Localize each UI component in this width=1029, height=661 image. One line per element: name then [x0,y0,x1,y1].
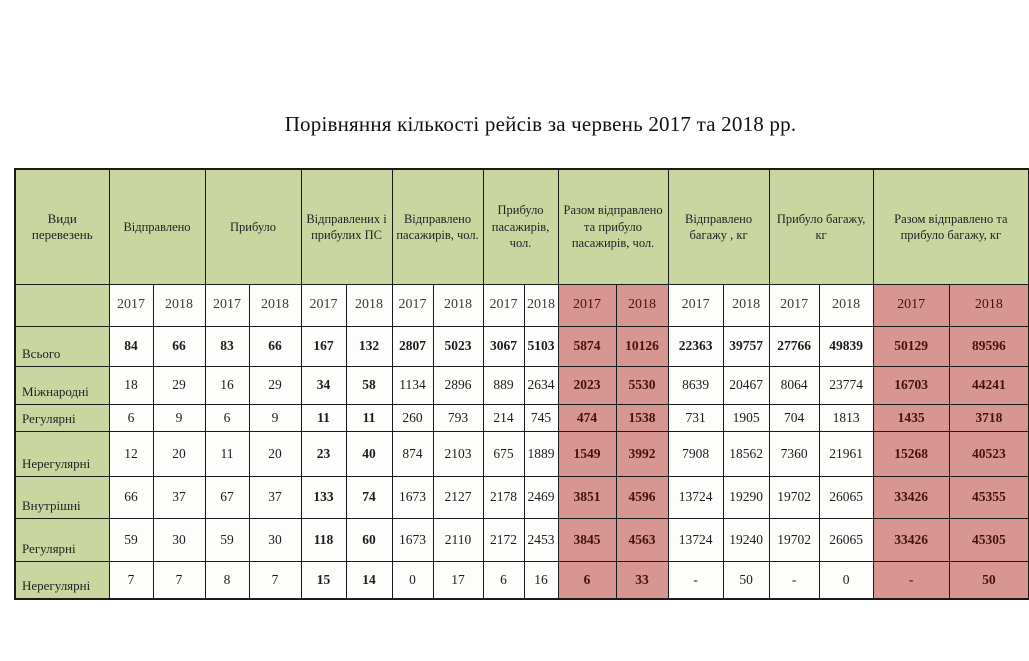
data-cell: 66 [153,326,205,366]
data-cell: 1905 [723,404,769,431]
data-cell: 34 [301,366,346,404]
data-cell: 5103 [524,326,558,366]
year-header-cell: 2018 [249,284,301,326]
data-cell: 6 [483,561,524,599]
data-cell: 5874 [558,326,616,366]
column-group-header: Відправлено пасажирів, чол. [392,169,483,284]
corner-spacer-cell [15,284,109,326]
data-cell: 1673 [392,518,433,561]
data-cell: 7 [109,561,153,599]
year-header-cell: 2017 [483,284,524,326]
data-cell: 83 [205,326,249,366]
data-cell: 6 [109,404,153,431]
data-cell: 2172 [483,518,524,561]
data-cell: 167 [301,326,346,366]
data-cell: 18562 [723,431,769,476]
data-cell: 50 [723,561,769,599]
data-cell: 26065 [819,518,873,561]
data-cell: 4596 [616,476,668,518]
data-cell: 22363 [668,326,723,366]
data-cell: - [769,561,819,599]
year-header-cell: 2017 [392,284,433,326]
year-header-cell: 2018 [819,284,873,326]
column-group-header: Відправлено багажу , кг [668,169,769,284]
data-cell: 2807 [392,326,433,366]
data-cell: 889 [483,366,524,404]
data-cell: 16 [205,366,249,404]
data-cell: 731 [668,404,723,431]
data-cell: 15268 [873,431,949,476]
data-cell: 675 [483,431,524,476]
data-cell: 8064 [769,366,819,404]
column-group-header: Відправлено [109,169,205,284]
data-cell: 40 [346,431,392,476]
data-cell: 39757 [723,326,769,366]
data-cell: 9 [153,404,205,431]
data-cell: 7360 [769,431,819,476]
data-cell: 74 [346,476,392,518]
data-cell: 23 [301,431,346,476]
data-cell: 19240 [723,518,769,561]
data-cell: 15 [301,561,346,599]
data-cell: 1134 [392,366,433,404]
data-cell: 33426 [873,518,949,561]
year-header-cell: 2018 [524,284,558,326]
data-cell: 49839 [819,326,873,366]
data-cell: 745 [524,404,558,431]
data-cell: 3851 [558,476,616,518]
data-cell: 1673 [392,476,433,518]
data-cell: 45355 [949,476,1029,518]
data-cell: 7908 [668,431,723,476]
data-cell: 12 [109,431,153,476]
data-cell: 8639 [668,366,723,404]
year-header-cell: 2017 [873,284,949,326]
data-cell: 6 [558,561,616,599]
data-cell: 118 [301,518,346,561]
data-cell: 7 [153,561,205,599]
data-cell: 11 [301,404,346,431]
data-cell: 2634 [524,366,558,404]
data-cell: 30 [153,518,205,561]
year-header-cell: 2017 [109,284,153,326]
column-group-header: Прибуло [205,169,301,284]
data-cell: 29 [249,366,301,404]
data-cell: 1889 [524,431,558,476]
data-cell: 20 [249,431,301,476]
page-title: Порівняння кількості рейсів за червень 2017 та 2018 рр. [284,112,797,136]
column-group-header: Прибуло багажу, кг [769,169,873,284]
data-cell: 1813 [819,404,873,431]
year-header-cell: 2018 [949,284,1029,326]
data-cell: 44241 [949,366,1029,404]
data-cell: 2110 [433,518,483,561]
data-cell: - [873,561,949,599]
data-cell: 704 [769,404,819,431]
year-header-cell: 2018 [346,284,392,326]
year-header-cell: 2018 [433,284,483,326]
data-cell: 10126 [616,326,668,366]
row-label: Внутрішні [15,476,109,518]
data-cell: 1538 [616,404,668,431]
data-cell: 16 [524,561,558,599]
data-cell: 133 [301,476,346,518]
table-corner-label: Види перевезень [15,169,109,284]
data-cell: 59 [109,518,153,561]
row-label: Всього [15,326,109,366]
data-cell: 793 [433,404,483,431]
row-label: Нерегулярні [15,561,109,599]
column-group-header: Разом відправлено та прибуло пасажирів, чол. [558,169,668,284]
year-header-cell: 2018 [616,284,668,326]
data-cell: 11 [205,431,249,476]
data-cell: 17 [433,561,483,599]
data-cell: 60 [346,518,392,561]
data-cell: 9 [249,404,301,431]
data-cell: 20 [153,431,205,476]
comparison-table [14,168,1029,600]
data-cell: 0 [392,561,433,599]
data-cell: 5530 [616,366,668,404]
data-cell: 2023 [558,366,616,404]
data-cell: 8 [205,561,249,599]
data-cell: 2103 [433,431,483,476]
data-cell: 1549 [558,431,616,476]
data-cell: 45305 [949,518,1029,561]
row-label: Регулярні [15,518,109,561]
data-cell: 33426 [873,476,949,518]
data-cell: 7 [249,561,301,599]
data-cell: 33 [616,561,668,599]
data-cell: 66 [109,476,153,518]
data-cell: 37 [249,476,301,518]
data-cell: 3992 [616,431,668,476]
data-cell: 20467 [723,366,769,404]
data-cell: 11 [346,404,392,431]
row-label: Міжнародні [15,366,109,404]
year-header-cell: 2018 [723,284,769,326]
data-cell: 1435 [873,404,949,431]
data-cell: 58 [346,366,392,404]
data-cell: 5023 [433,326,483,366]
year-header-cell: 2017 [668,284,723,326]
data-cell: 50 [949,561,1029,599]
data-cell: 6 [205,404,249,431]
data-cell: 59 [205,518,249,561]
data-cell: 2896 [433,366,483,404]
data-cell: 874 [392,431,433,476]
data-cell: 2453 [524,518,558,561]
data-cell: 23774 [819,366,873,404]
data-cell: 21961 [819,431,873,476]
data-cell: 3067 [483,326,524,366]
data-cell: 2469 [524,476,558,518]
data-cell: 19702 [769,518,819,561]
data-cell: 2127 [433,476,483,518]
data-cell: 27766 [769,326,819,366]
data-cell: 14 [346,561,392,599]
data-cell: - [668,561,723,599]
row-label: Регулярні [15,404,109,431]
data-cell: 67 [205,476,249,518]
year-header-cell: 2017 [558,284,616,326]
data-cell: 132 [346,326,392,366]
data-cell: 26065 [819,476,873,518]
column-group-header: Разом відправлено та прибуло багажу, кг [873,169,1029,284]
data-cell: 89596 [949,326,1029,366]
data-cell: 19702 [769,476,819,518]
data-cell: 37 [153,476,205,518]
data-cell: 214 [483,404,524,431]
year-header-cell: 2018 [153,284,205,326]
table-body [15,169,1029,599]
data-cell: 260 [392,404,433,431]
year-header-cell: 2017 [205,284,249,326]
data-cell: 13724 [668,518,723,561]
data-cell: 66 [249,326,301,366]
data-cell: 19290 [723,476,769,518]
data-cell: 474 [558,404,616,431]
data-cell: 18 [109,366,153,404]
data-cell: 4563 [616,518,668,561]
column-group-header: Відправлених і прибулих ПС [301,169,392,284]
data-cell: 3845 [558,518,616,561]
data-cell: 84 [109,326,153,366]
row-label: Нерегулярні [15,431,109,476]
data-cell: 16703 [873,366,949,404]
data-cell: 30 [249,518,301,561]
year-header-cell: 2017 [301,284,346,326]
data-cell: 29 [153,366,205,404]
data-cell: 2178 [483,476,524,518]
data-cell: 3718 [949,404,1029,431]
data-cell: 40523 [949,431,1029,476]
data-cell: 13724 [668,476,723,518]
data-cell: 50129 [873,326,949,366]
year-header-cell: 2017 [769,284,819,326]
data-cell: 0 [819,561,873,599]
column-group-header: Прибуло пасажирів, чол. [483,169,558,284]
